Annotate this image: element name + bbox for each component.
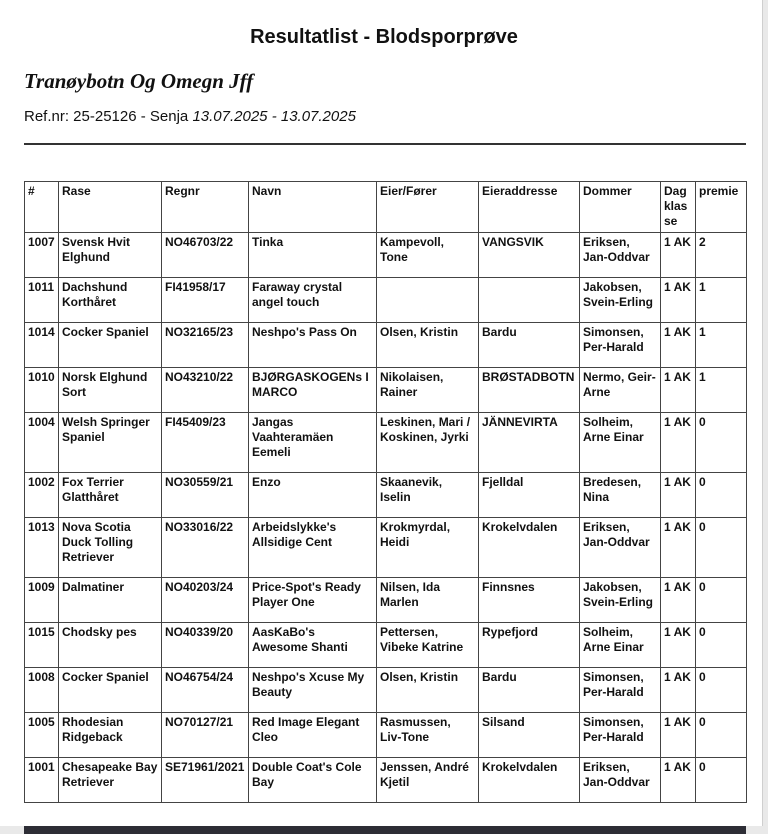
cell-navn: Faraway crystal angel touch [249, 278, 377, 323]
cell-regnr: FI41958/17 [162, 278, 249, 323]
cell-navn: Red Image Elegant Cleo [249, 713, 377, 758]
cell-rank: 1014 [25, 323, 59, 368]
cell-dag-klasse: 1 AK [661, 473, 696, 518]
cell-regnr: NO43210/22 [162, 368, 249, 413]
column-header-navn: Navn [249, 182, 377, 233]
cell-rank: 1001 [25, 758, 59, 803]
table-row [25, 518, 747, 578]
cell-navn: Enzo [249, 473, 377, 518]
cell-navn: Jangas Vaahteramäen Eemeli [249, 413, 377, 473]
table-row [25, 323, 747, 368]
cell-regnr: NO40339/20 [162, 623, 249, 668]
cell-eier: Nilsen, Ida Marlen [377, 578, 479, 623]
cell-rase: Cocker Spaniel [59, 668, 162, 713]
cell-dag-klasse: 1 AK [661, 758, 696, 803]
cell-regnr: SE71961/2021 [162, 758, 249, 803]
table-row [25, 668, 747, 713]
cell-rank: 1005 [25, 713, 59, 758]
cell-regnr: NO33016/22 [162, 518, 249, 578]
cell-rank: 1007 [25, 233, 59, 278]
cell-dommer: Solheim, Arne Einar [580, 623, 661, 668]
cell-dommer: Simonsen, Per-Harald [580, 668, 661, 713]
cell-rase: Fox Terrier Glatthåret [59, 473, 162, 518]
cell-premie: 0 [696, 758, 747, 803]
cell-rank: 1010 [25, 368, 59, 413]
cell-premie: 2 [696, 233, 747, 278]
table-row [25, 623, 747, 668]
cell-regnr: NO70127/21 [162, 713, 249, 758]
cell-navn: Neshpo's Xcuse My Beauty [249, 668, 377, 713]
column-header-regnr: Regnr [162, 182, 249, 233]
cell-dommer: Nermo, Geir-Arne [580, 368, 661, 413]
cell-navn: Tinka [249, 233, 377, 278]
cell-eier: Jenssen, André Kjetil [377, 758, 479, 803]
cell-premie: 1 [696, 323, 747, 368]
cell-eieraddresse [479, 278, 580, 323]
cell-premie: 1 [696, 368, 747, 413]
cell-navn: Double Coat's Cole Bay [249, 758, 377, 803]
cell-navn: AasKaBo's Awesome Shanti [249, 623, 377, 668]
cell-eieraddresse: JÄNNEVIRTA [479, 413, 580, 473]
page-title: Resultatlist - Blodsporprøve [250, 26, 518, 48]
cell-rank: 1009 [25, 578, 59, 623]
cell-eieraddresse: BRØSTADBOTN [479, 368, 580, 413]
table-row [25, 233, 747, 278]
event-dates: 13.07.2025 - 13.07.2025 [192, 108, 356, 125]
column-header-eieraddresse: Eieraddresse [479, 182, 580, 233]
cell-dommer: Eriksen, Jan-Oddvar [580, 233, 661, 278]
cell-eieraddresse: Fjelldal [479, 473, 580, 518]
cell-premie: 0 [696, 623, 747, 668]
cell-eieraddresse: Bardu [479, 323, 580, 368]
cell-rank: 1011 [25, 278, 59, 323]
column-header-eier: Eier/Fører [377, 182, 479, 233]
cell-eier: Olsen, Kristin [377, 668, 479, 713]
cell-dag-klasse: 1 AK [661, 323, 696, 368]
cell-premie: 0 [696, 413, 747, 473]
cell-dommer: Jakobsen, Svein-Erling [580, 278, 661, 323]
column-header-dommer: Dommer [580, 182, 661, 233]
cell-eier: Pettersen, Vibeke Katrine [377, 623, 479, 668]
cell-navn: BJØRGASKOGENs I MARCO [249, 368, 377, 413]
table-row [25, 473, 747, 518]
cell-dommer: Eriksen, Jan-Oddvar [580, 518, 661, 578]
cell-dag-klasse: 1 AK [661, 278, 696, 323]
club-name: Tranøybotn Og Omegn Jff [24, 69, 254, 93]
bottom-scroll-bar[interactable] [24, 826, 746, 834]
cell-rank: 1004 [25, 413, 59, 473]
table-header-row [25, 182, 747, 233]
table-row [25, 758, 747, 803]
cell-dommer: Solheim, Arne Einar [580, 413, 661, 473]
cell-rase: Norsk Elghund Sort [59, 368, 162, 413]
cell-dommer: Bredesen, Nina [580, 473, 661, 518]
cell-eieraddresse: Krokelvdalen [479, 758, 580, 803]
column-header-premie: premie [696, 182, 747, 233]
table-row [25, 368, 747, 413]
cell-dag-klasse: 1 AK [661, 368, 696, 413]
cell-navn: Neshpo's Pass On [249, 323, 377, 368]
cell-eier: Leskinen, Mari / Koskinen, Jyrki [377, 413, 479, 473]
cell-eier: Rasmussen, Liv-Tone [377, 713, 479, 758]
cell-dag-klasse: 1 AK [661, 233, 696, 278]
cell-premie: 0 [696, 668, 747, 713]
cell-rase: Chodsky pes [59, 623, 162, 668]
cell-eier: Krokmyrdal, Heidi [377, 518, 479, 578]
cell-eieraddresse: Rypefjord [479, 623, 580, 668]
cell-rase: Dalmatiner [59, 578, 162, 623]
cell-rank: 1008 [25, 668, 59, 713]
cell-premie: 0 [696, 578, 747, 623]
cell-eieraddresse: Silsand [479, 713, 580, 758]
cell-dommer: Simonsen, Per-Harald [580, 713, 661, 758]
cell-eieraddresse: VANGSVIK [479, 233, 580, 278]
cell-rase: Rhodesian Ridgeback [59, 713, 162, 758]
cell-regnr: NO46703/22 [162, 233, 249, 278]
cell-premie: 1 [696, 278, 747, 323]
cell-dag-klasse: 1 AK [661, 578, 696, 623]
table-body [25, 233, 747, 803]
cell-regnr: NO30559/21 [162, 473, 249, 518]
cell-rank: 1013 [25, 518, 59, 578]
cell-dag-klasse: 1 AK [661, 713, 696, 758]
cell-rank: 1015 [25, 623, 59, 668]
cell-regnr: NO32165/23 [162, 323, 249, 368]
cell-rase: Welsh Springer Spaniel [59, 413, 162, 473]
divider [24, 143, 746, 145]
cell-eier: Olsen, Kristin [377, 323, 479, 368]
cell-regnr: NO46754/24 [162, 668, 249, 713]
cell-dag-klasse: 1 AK [661, 668, 696, 713]
cell-dag-klasse: 1 AK [661, 518, 696, 578]
cell-navn: Price-Spot's Ready Player One [249, 578, 377, 623]
cell-eier [377, 278, 479, 323]
cell-eier: Kampevoll, Tone [377, 233, 479, 278]
table-row [25, 578, 747, 623]
cell-eier: Nikolaisen, Rainer [377, 368, 479, 413]
cell-dommer: Jakobsen, Svein-Erling [580, 578, 661, 623]
table-row [25, 278, 747, 323]
results-table [24, 181, 747, 803]
cell-navn: Arbeidslykke's Allsidige Cent [249, 518, 377, 578]
cell-regnr: FI45409/23 [162, 413, 249, 473]
cell-dommer: Eriksen, Jan-Oddvar [580, 758, 661, 803]
cell-rase: Dachshund Korthåret [59, 278, 162, 323]
cell-rank: 1002 [25, 473, 59, 518]
cell-dag-klasse: 1 AK [661, 413, 696, 473]
cell-dommer: Simonsen, Per-Harald [580, 323, 661, 368]
cell-rase: Chesapeake Bay Retriever [59, 758, 162, 803]
cell-regnr: NO40203/24 [162, 578, 249, 623]
cell-rase: Svensk Hvit Elghund [59, 233, 162, 278]
cell-eier: Skaanevik, Iselin [377, 473, 479, 518]
reference-number: Ref.nr: 25-25126 - Senja [24, 108, 189, 125]
cell-eieraddresse: Finnsnes [479, 578, 580, 623]
cell-premie: 0 [696, 473, 747, 518]
column-header-rank: # [25, 182, 59, 233]
cell-rase: Nova Scotia Duck Tolling Retriever [59, 518, 162, 578]
table-row [25, 713, 747, 758]
cell-dag-klasse: 1 AK [661, 623, 696, 668]
column-header-dag-klasse: Dag klasse [661, 182, 696, 233]
cell-rase: Cocker Spaniel [59, 323, 162, 368]
table-row [25, 413, 747, 473]
cell-premie: 0 [696, 518, 747, 578]
cell-eieraddresse: Krokelvdalen [479, 518, 580, 578]
reference-line [24, 108, 356, 125]
column-header-rase: Rase [59, 182, 162, 233]
cell-premie: 0 [696, 713, 747, 758]
cell-eieraddresse: Bardu [479, 668, 580, 713]
